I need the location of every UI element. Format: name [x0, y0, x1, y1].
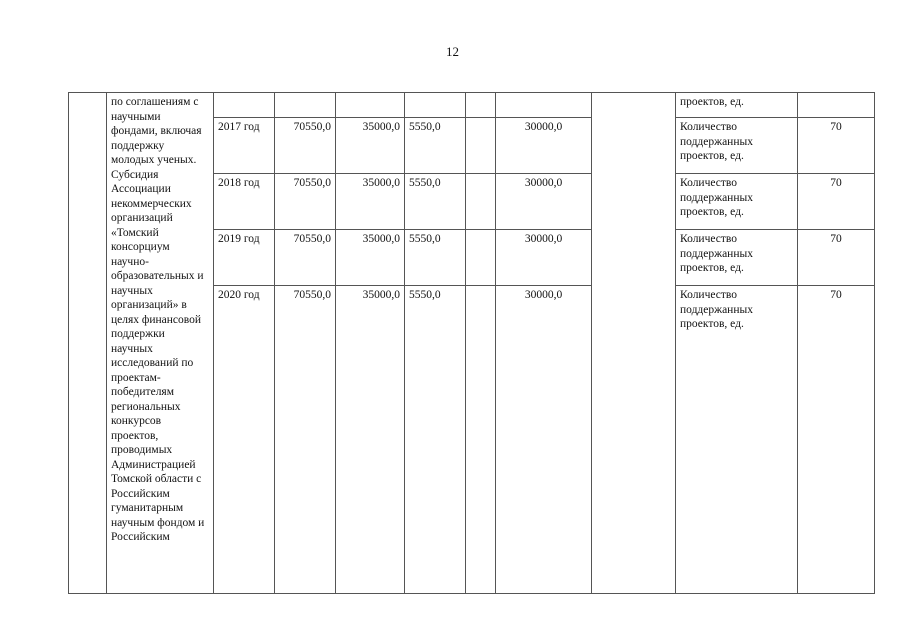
table-cell-amount: 30000,0	[496, 230, 592, 286]
table-cell-total: 70550,0	[275, 174, 336, 230]
table-cell-description: по соглашениям с научными фондами, включая поддержку молодых ученых. Субсидия Ассоциации некоммерческих организаций «Томский консорциум научно-образовательных и научных организаций» в целях финансовой поддержки научных исследований по проектам-победителям региональных конкурсов проектов, проводимых Администрацией Томской области с Российским гуманитарным научным фондом и Российским	[107, 93, 214, 594]
table-cell-total: 70550,0	[275, 230, 336, 286]
table-cell-indicator: Количество поддержанных проектов, ед.	[676, 286, 798, 594]
table-cell-amount: 30000,0	[496, 286, 592, 594]
table-cell-amount: 5550,0	[405, 118, 466, 174]
table-cell-value: 70	[798, 286, 875, 594]
table-cell-empty	[214, 93, 275, 118]
table-cell-indicator: Количество поддержанных проектов, ед.	[676, 118, 798, 174]
table-cell-empty	[466, 93, 496, 118]
table-cell-amount: 5550,0	[405, 286, 466, 594]
table-cell-amount: 30000,0	[496, 174, 592, 230]
table-cell-year: 2019 год	[214, 230, 275, 286]
table-row-header-continuation	[69, 93, 875, 118]
page-number: 12	[446, 44, 459, 59]
program-table	[68, 92, 875, 594]
table-cell-amount: 5550,0	[405, 230, 466, 286]
table-cell-amount: 35000,0	[336, 286, 405, 594]
table-cell-amount: 5550,0	[405, 174, 466, 230]
table-cell-number	[69, 93, 107, 594]
table-cell-amount	[466, 286, 496, 594]
table-cell-year: 2020 год	[214, 286, 275, 594]
table-cell-amount: 30000,0	[496, 118, 592, 174]
table-cell-amount	[466, 230, 496, 286]
table-cell-amount: 35000,0	[336, 118, 405, 174]
table-cell-amount	[466, 118, 496, 174]
table-cell-amount: 35000,0	[336, 230, 405, 286]
table-cell-total: 70550,0	[275, 118, 336, 174]
table-cell-empty	[405, 93, 466, 118]
table-cell-total: 70550,0	[275, 286, 336, 594]
table-cell-empty	[275, 93, 336, 118]
table-cell-empty	[496, 93, 592, 118]
table-cell-value: 70	[798, 230, 875, 286]
table-cell-value: 70	[798, 118, 875, 174]
table-cell-year: 2017 год	[214, 118, 275, 174]
table-cell-value: 70	[798, 174, 875, 230]
table-cell-value	[798, 93, 875, 118]
table-cell-indicator: проектов, ед.	[676, 93, 798, 118]
table-cell-amount	[466, 174, 496, 230]
table-cell-indicator: Количество поддержанных проектов, ед.	[676, 174, 798, 230]
table-cell-empty	[336, 93, 405, 118]
table-cell-year: 2018 год	[214, 174, 275, 230]
table-cell-executor	[592, 93, 676, 594]
table-cell-amount: 35000,0	[336, 174, 405, 230]
table-cell-indicator: Количество поддержанных проектов, ед.	[676, 230, 798, 286]
